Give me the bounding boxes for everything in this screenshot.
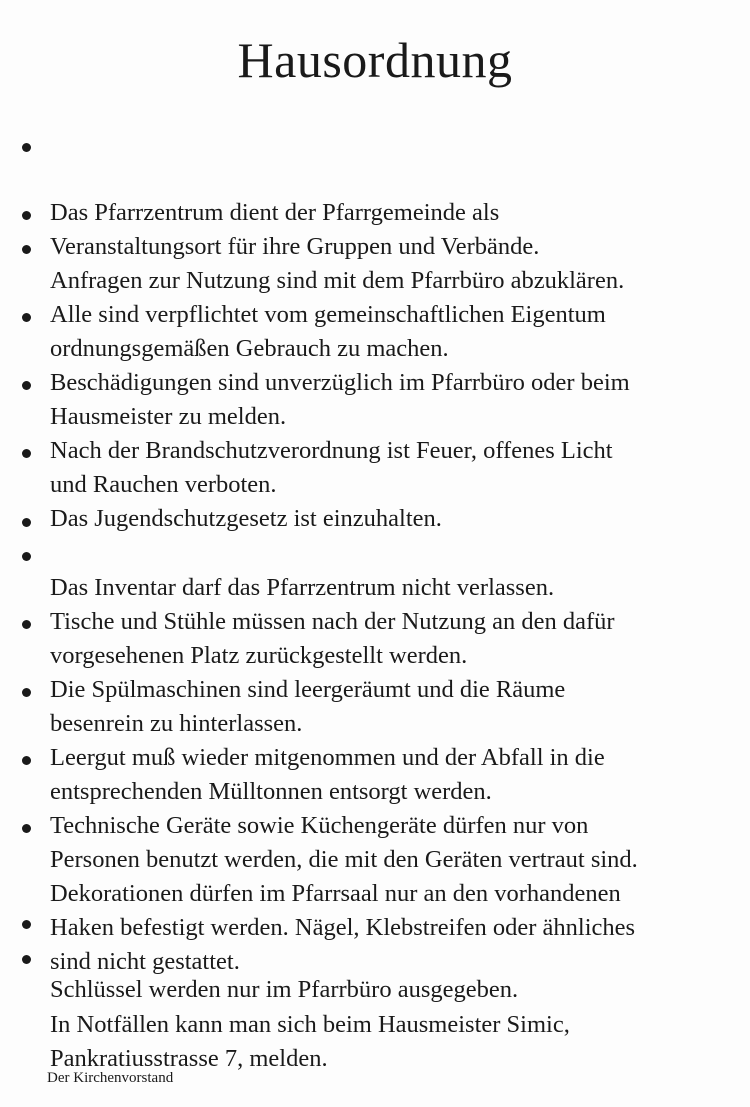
rule-text: In Notfällen kann man sich beim Hausmeister Simic, Pankratiusstrasse 7, melden. [50, 1011, 570, 1072]
bullet-icon [22, 620, 31, 629]
signature: Der Kirchenvorstand [47, 1070, 174, 1086]
rule-text: Alle sind verpflichtet vom gemeinschaftlichen Eigentum ordnungsgemäßen Gebrauch zu machen. [50, 301, 606, 362]
bullet-icon [22, 920, 31, 929]
bullet-icon [22, 143, 31, 152]
rule-text: Tische und Stühle müssen nach der Nutzung an den dafür vorgesehenen Platz zurückgestellt werden. [50, 608, 615, 669]
bullet-icon [22, 824, 31, 833]
bullet-icon [22, 245, 31, 254]
rule-text: Schlüssel werden nur im Pfarrbüro ausgegeben. [50, 976, 519, 1003]
bullet-icon [22, 381, 31, 390]
rule-text: Beschädigungen sind unverzüglich im Pfarrbüro oder beim Hausmeister zu melden. [50, 369, 630, 430]
bullet-icon [22, 313, 31, 322]
bullet-icon [22, 449, 31, 458]
page-title: Hausordnung [237, 32, 513, 88]
rule-text: Die Spülmaschinen sind leergeräumt und die Räume besenrein zu hinterlassen. [50, 676, 566, 737]
rule-text: Anfragen zur Nutzung sind mit dem Pfarrbüro abzuklären. [50, 267, 625, 294]
rule-text: Leergut muß wieder mitgenommen und der Abfall in die entsprechenden Mülltonnen entsorgt werden. [50, 744, 605, 805]
rule-text: Das Pfarrzentrum dient der Pfarrgemeinde als Veranstaltungsort für ihre Gruppen und Verbände. [50, 199, 540, 260]
bullet-icon [22, 688, 31, 697]
bullet-icon [22, 955, 31, 964]
rule-item [50, 940, 740, 1076]
rule-text: Nach der Brandschutzverordnung ist Feuer, offenes Licht und Rauchen verboten. [50, 437, 613, 498]
rule-text: Dekorationen dürfen im Pfarrsaal nur an den vorhandenen Haken befestigt werden. Nägel, Klebstreifen oder ähnliches sind nicht gestattet. [50, 880, 636, 975]
bullet-icon [22, 211, 31, 220]
bullet-icon [22, 518, 31, 527]
rule-text: Das Inventar darf das Pfarrzentrum nicht verlassen. [50, 574, 555, 601]
bullet-icon [22, 552, 31, 561]
rule-text: Das Jugendschutzgesetz ist einzuhalten. [50, 505, 442, 532]
bullet-icon [22, 756, 31, 765]
rule-text: Technische Geräte sowie Küchengeräte dürfen nur von Personen benutzt werden, die mit den Geräten vertraut sind. [50, 812, 638, 873]
